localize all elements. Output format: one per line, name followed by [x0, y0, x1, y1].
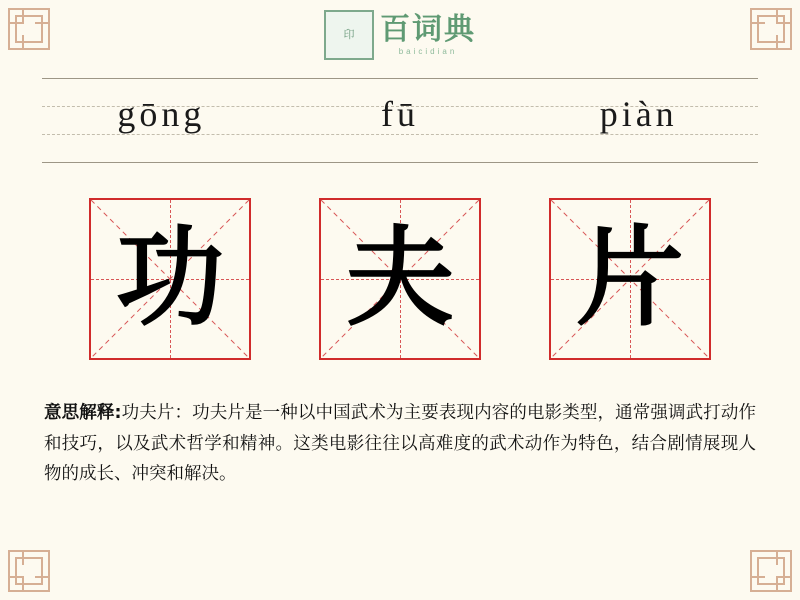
pinyin-staff [42, 78, 758, 164]
character-cell-2 [319, 198, 481, 360]
explanation-block [44, 398, 756, 490]
pinyin-syllable-1: gōng [117, 94, 206, 134]
seal-icon [324, 10, 374, 60]
corner-ornament-bottom-right [748, 548, 794, 594]
character-grid-row [0, 198, 800, 360]
character-glyph-2: 夫 [345, 216, 454, 341]
pinyin-syllable-3: piàn [599, 94, 678, 134]
logo-brand-cn: 百词典 [380, 11, 476, 47]
explanation-label: 意思解释: [44, 403, 122, 423]
corner-ornament-bottom-left [6, 548, 52, 594]
explanation-text: 功夫片：功夫片是一种以中国武术为主要表现内容的电影类型，通常强调武打动作和技巧，以及武术哲学和精神。这类电影往往以高难度的武术动作为特色，结合剧情展现人物的成长、冲突和解决。 [44, 403, 756, 485]
character-glyph-3: 片 [575, 216, 684, 341]
site-logo[interactable] [0, 8, 800, 62]
pinyin-syllable-2: fū [381, 94, 419, 134]
character-cell-3 [549, 198, 711, 360]
seal-icon-text: 印 [343, 28, 355, 42]
logo-brand-en: baicidian [398, 46, 458, 56]
character-glyph-1: 功 [115, 216, 224, 341]
character-cell-1 [89, 198, 251, 360]
